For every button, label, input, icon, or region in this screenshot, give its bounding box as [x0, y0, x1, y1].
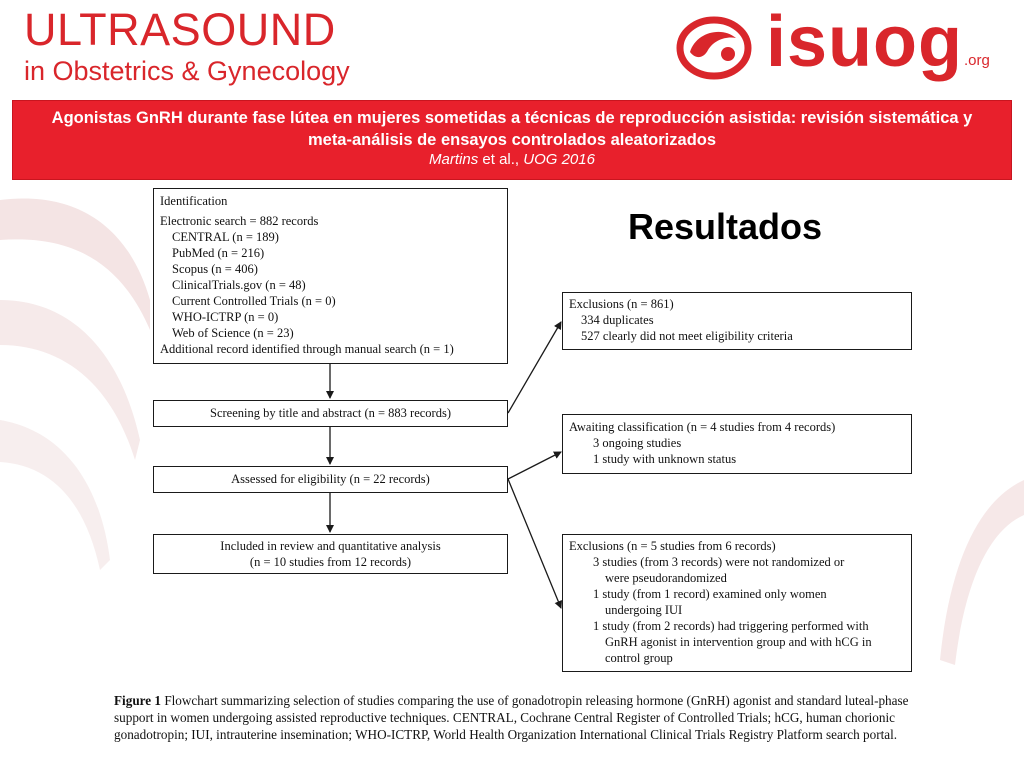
source-clinicaltrials: ClinicalTrials.gov (n = 48) — [172, 278, 306, 292]
arrow-eligibility-to-awaiting — [508, 452, 561, 479]
exclusions-first-duplicates: 334 duplicates — [581, 313, 654, 327]
figure-caption — [114, 692, 940, 743]
cite-author: Martins — [429, 151, 479, 168]
exclusion-reason-2-cont: undergoing IUI — [605, 603, 683, 617]
society-tld: .org — [964, 52, 990, 69]
exclusion-reason-3-cont2: control group — [605, 651, 673, 665]
section-heading: Resultados — [627, 206, 823, 247]
source-central: CENTRAL (n = 189) — [172, 230, 279, 244]
cite-etal: et al., — [478, 151, 524, 168]
source-who-ictrp: WHO-ICTRP (n = 0) — [172, 310, 279, 324]
screening-box — [153, 400, 508, 427]
exclusion-reason-3-cont: GnRH agonist in intervention group and with hCG in — [605, 635, 872, 649]
exclusion-reason-3: 1 study (from 2 records) had triggering performed with — [593, 619, 869, 633]
eligibility-box — [153, 466, 508, 493]
banner-title: Agonistas GnRH durante fase lútea en mujeres sometidas a técnicas de reproducción asistida: revisión sistemática y meta-análisis de ensayos controlados aleatorizados — [51, 109, 973, 149]
isuog-emblem-icon — [674, 12, 760, 84]
electronic-search-total: Electronic search = 882 records — [160, 214, 319, 228]
included-line-1: Included in review and quantitative analysis — [220, 539, 441, 553]
source-current-controlled-trials: Current Controlled Trials (n = 0) — [172, 294, 336, 308]
exclusions-first-ineligible: 527 clearly did not meet eligibility criteria — [581, 329, 793, 343]
exclusion-reason-2: 1 study (from 1 record) examined only women — [593, 587, 827, 601]
source-web-of-science: Web of Science (n = 23) — [172, 326, 294, 340]
source-pubmed: PubMed (n = 216) — [172, 246, 265, 260]
exclusions-first-box — [562, 292, 912, 350]
identification-box — [153, 188, 508, 364]
figure-label: Figure 1 — [114, 693, 162, 708]
exclusions-second-box — [562, 534, 912, 672]
cite-journal: UOG 2016 — [523, 151, 595, 168]
arrow-eligibility-to-exclusions — [508, 479, 561, 608]
manual-search-record: Additional record identified through manual search (n = 1) — [160, 342, 454, 356]
arrow-screening-to-exclusions — [508, 322, 561, 413]
identification-heading: Identification — [160, 194, 228, 208]
journal-subtitle: in Obstetrics & Gynecology — [24, 56, 350, 86]
exclusion-reason-1-cont: were pseudorandomized — [605, 571, 727, 585]
exclusions-second-heading: Exclusions (n = 5 studies from 6 records) — [569, 539, 776, 553]
source-scopus: Scopus (n = 406) — [172, 262, 258, 276]
screening-text: Screening by title and abstract (n = 883 records) — [210, 406, 451, 420]
figure-caption-text: Flowchart summarizing selection of studies comparing the use of gonadotropin releasing hormone (GnRH) agonist and standard luteal-phase support in women undergoing assisted reproductive techniques. CENTRAL, Cochrane Central Register of Controlled Trials; hCG, human chorionic gonadotropin; IUI, intrauterine insemination; WHO-ICTRP, World Health Organization International Clinical Trials Registry Platform search portal. — [114, 693, 909, 742]
included-box — [153, 534, 508, 574]
isuog-logo — [674, 2, 1004, 90]
awaiting-ongoing: 3 ongoing studies — [593, 436, 682, 450]
society-name: isuog — [766, 2, 963, 82]
included-line-2: (n = 10 studies from 12 records) — [249, 555, 412, 569]
banner-citation — [13, 151, 1011, 169]
title-banner — [12, 100, 1012, 180]
exclusions-first-heading: Exclusions (n = 861) — [569, 297, 674, 311]
exclusion-reason-1: 3 studies (from 3 records) were not randomized or — [593, 555, 845, 569]
awaiting-heading: Awaiting classification (n = 4 studies from 4 records) — [569, 420, 836, 434]
awaiting-unknown: 1 study with unknown status — [593, 452, 737, 466]
awaiting-classification-box — [562, 414, 912, 474]
journal-logo — [24, 6, 404, 86]
journal-title: ULTRASOUND — [24, 4, 336, 55]
eligibility-text: Assessed for eligibility (n = 22 records) — [231, 472, 430, 486]
